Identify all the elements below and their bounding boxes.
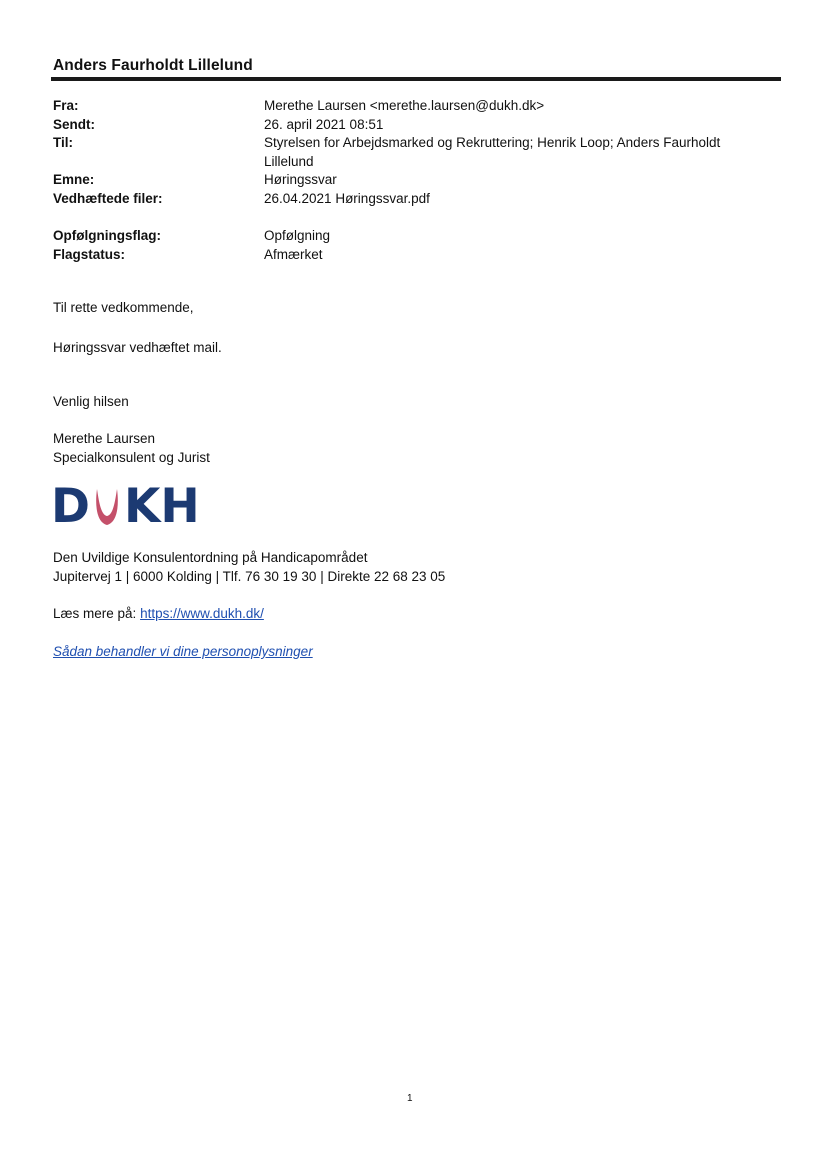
mailbox-owner-name: Anders Faurholdt Lillelund [53, 57, 253, 74]
header-row-to [53, 134, 773, 171]
header-label: Sendt: [53, 116, 95, 132]
regards: Venlig hilsen [53, 394, 129, 409]
dukh-logo [51, 479, 200, 534]
logo-letter-d: D [51, 479, 91, 534]
header-row-followup-flag [53, 227, 773, 246]
email-headers [53, 97, 773, 264]
attachment-note: Høringssvar vedhæftet mail. [53, 340, 222, 355]
organization-contact: Jupitervej 1 | 6000 Kolding | Tlf. 76 30 19 30 | Direkte 22 68 23 05 [53, 568, 446, 584]
header-spacer [53, 208, 773, 227]
organization-name: Den Uvildige Konsulentordning på Handicapområdet [53, 550, 368, 565]
greeting: Til rette vedkommende, [53, 300, 194, 315]
header-label: Opfølgningsflag: [53, 228, 161, 243]
header-value: Høringssvar [264, 172, 337, 187]
signature-block [53, 430, 210, 467]
header-divider [51, 77, 781, 81]
page-number: 1 [407, 1093, 413, 1104]
signer-title: Specialkonsulent og Jurist [53, 449, 210, 465]
logo-letters-kh: KH [124, 479, 200, 534]
header-value: Merethe Laursen <merethe.laursen@dukh.dk> [264, 98, 545, 113]
read-more-line [53, 605, 264, 624]
header-row-attachments [53, 190, 773, 209]
website-link[interactable]: https://www.dukh.dk/ [140, 606, 264, 621]
header-row-subject [53, 171, 773, 190]
header-row-from [53, 97, 773, 116]
header-label: Fra: [53, 98, 79, 113]
read-more-label: Læs mere på: [53, 606, 137, 621]
header-value: Opfølgning [264, 228, 331, 243]
header-label: Til: [53, 135, 73, 150]
header-value: 26.04.2021 Høringssvar.pdf [264, 190, 430, 206]
logo-u-mark-icon [91, 482, 123, 532]
header-value: Afmærket [264, 246, 323, 262]
header-value: 26. april 2021 08:51 [264, 116, 384, 132]
header-value: Styrelsen for Arbejdsmarked og Rekruttering; Henrik Loop; Anders Faurholdt Lillelund [264, 135, 721, 169]
header-label: Flagstatus: [53, 246, 126, 262]
signer-name: Merethe Laursen [53, 431, 156, 446]
header-row-sent [53, 116, 773, 135]
organization-info [53, 549, 445, 586]
header-label: Vedhæftede filer: [53, 190, 163, 206]
header-label: Emne: [53, 172, 95, 187]
header-row-flag-status [53, 246, 773, 265]
privacy-policy-link[interactable]: Sådan behandler vi dine personoplysninger [53, 644, 313, 659]
